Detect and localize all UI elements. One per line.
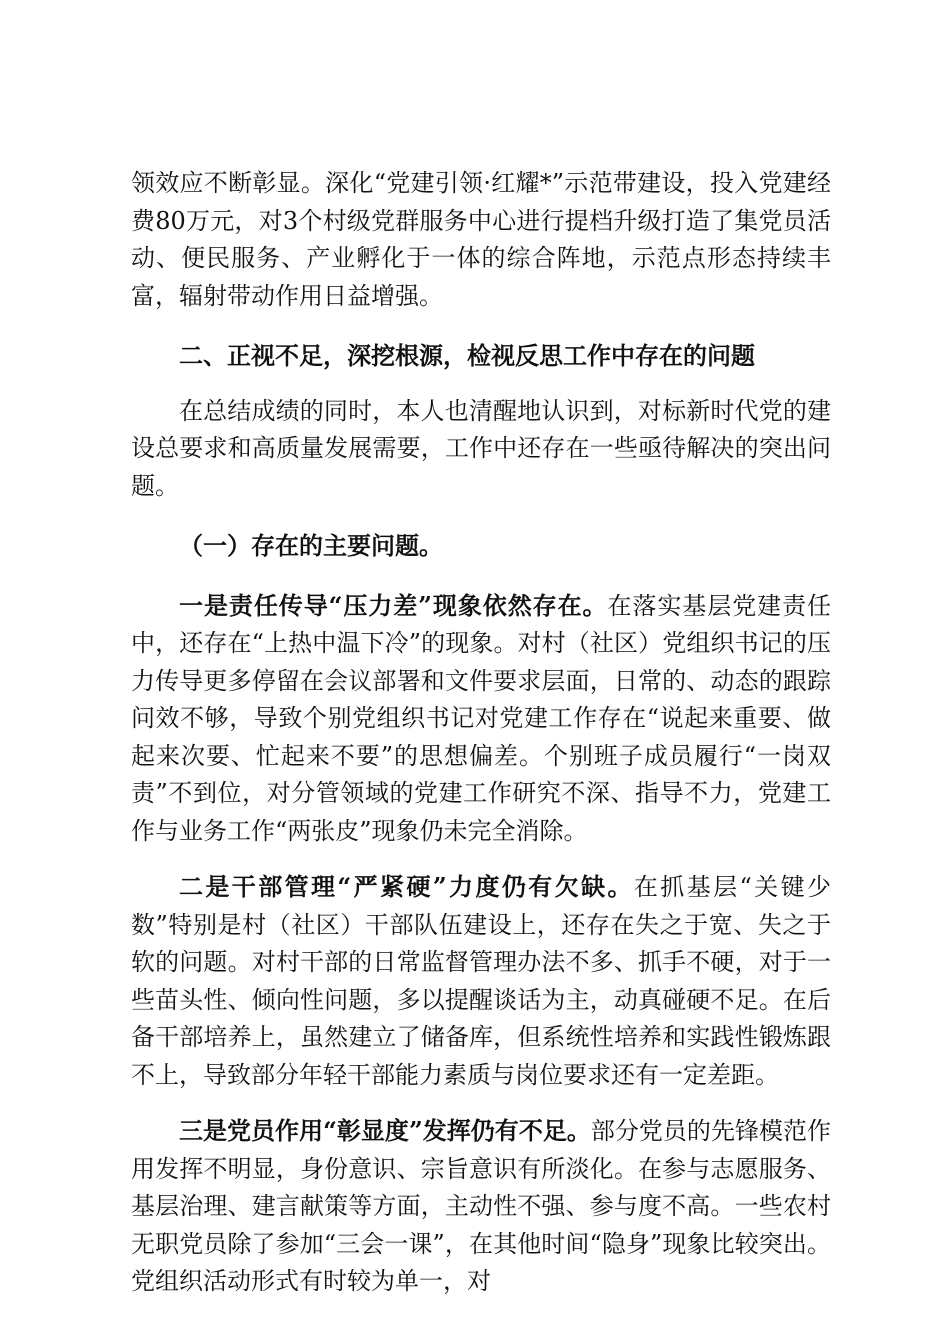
paragraph-intro: 在总结成绩的同时，本人也清醒地认识到，对标新时代党的建设总要求和高质量发展需要，工作中还存在一些亟待解决的突出问题。 xyxy=(131,396,831,500)
section-heading: 二、正视不足，深挖根源，检视反思工作中存在的问题 xyxy=(179,341,755,370)
document-body xyxy=(131,165,831,1301)
item-2-body: 在抓基层“关键少数”特别是村（社区）干部队伍建设上，还存在失之于宽、失之于软的问题。对村干部的日常监督管理办法不多、抓手不硬，对于一些苗头性、倾向性问题，多以提醒谈话为主，动真碰硬不足。在后备干部培养上，虽然建立了储备库，但系统性培养和实践性锻炼跟不上，导致部分年轻干部能力素质与岗位要求还有一定差距。 xyxy=(131,873,831,1089)
sub-heading: （一）存在的主要问题。 xyxy=(179,531,443,560)
item-3-body: 部分党员的先锋模范作用发挥不明显，身份意识、宗旨意识有所淡化。在参与志愿服务、基层治理、建言献策等方面，主动性不强、参与度不高。一些农村无职党员除了参加“三会一课”，在其他时间“隐身”现象比较突出。党组织活动形式有时较为单一，对 xyxy=(131,1117,832,1295)
paragraph-item-3 xyxy=(131,1112,831,1301)
paragraph-item-2 xyxy=(131,868,831,1094)
paragraph-opening: 领效应不断彰显。深化“党建引领·红耀*”示范带建设，投入党建经费80万元，对3个村级党群服务中心进行提档升级打造了集党员活动、便民服务、产业孵化于一体的综合阵地，示范点形态持续丰富，辐射带动作用日益增强。 xyxy=(131,169,831,310)
paragraph-item-1 xyxy=(131,587,831,851)
item-3-lead: 三是党员作用“彰显度”发挥仍有不足。 xyxy=(179,1116,591,1145)
item-2-lead: 二是干部管理“严紧硬”力度仍有欠缺。 xyxy=(179,872,634,901)
item-1-lead: 一是责任传导“压力差”现象依然存在。 xyxy=(179,590,608,620)
item-1-body: 在落实基层党建责任中，还存在“上热中温下冷”的现象。对村（社区）党组织书记的压力传导更多停留在会议部署和文件要求层面，日常的、动态的跟踪问效不够，导致个别党组织书记对党建工作存在“说起来重要、做起来次要、忙起来不要”的思想偏差。个别班子成员履行“一岗双责”不到位，对分管领域的党建工作研究不深、指导不力，党建工作与业务工作“两张皮”现象仍未完全消除。 xyxy=(131,591,832,845)
